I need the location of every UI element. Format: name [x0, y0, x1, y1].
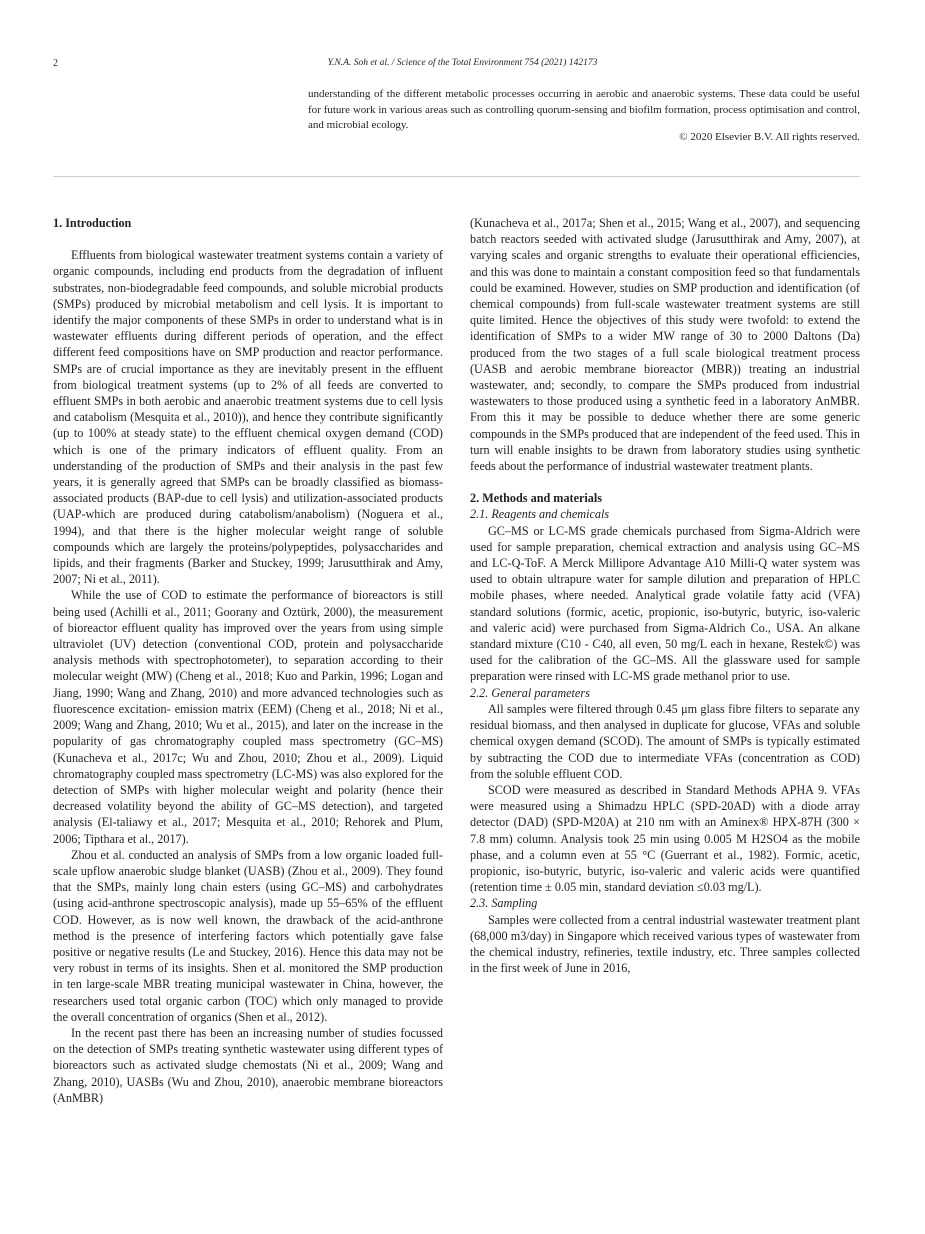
subsection-heading-reagents: 2.1. Reagents and chemicals	[470, 507, 610, 522]
paragraph: All samples were filtered through 0.45 μm glass fibre filters to separate any residual biomass, and then analysed in duplicate for glucose, VFAs and soluble chemical oxygen demand (SCOD). The amount of SMPs is typically estimated by subtracting the COD due to intermediate VFAs (concentration as COD) from the soluble effluent COD.	[470, 701, 860, 781]
paragraph: Effluents from biological wastewater treatment systems contain a variety of organic compounds, including end products from the degradation of influent substrates, non-biodegradable feed compounds, and soluble microbial products (SMPs) produced by microbial metabolism and cell lysis. It is important to identify the major components of these SMPs in order to understand what is in wastewater effluents during different periods of operation, and the effect different feed compositions have on SMP production and reactor performance. SMPs are of crucial importance as they are inevitably present in the effluent from biological treatment systems (up to 2% of all feeds are converted to effluent SMPs in both aerobic and anaerobic treatment systems due to cell lysis and catabolism (Mesquita et al., 2010)), and hence they contribute significantly (up to 100% at steady state) to the effluent chemical oxygen demand (COD) which is one of the primary indicators of effluent quality. From an understanding of the production of SMPs and their analysis in the past few years, it is generally agreed that SMPs can be broadly classified as biomass-associated products (BAP-due to cell lysis) and utilization-associated products (UAP-which are produced during catabolism/anabolism) (Noguera et al., 1994), and that there is the higher molecular weight range of soluble compounds which are largely the proteins/polypeptides, polysaccharides and lipids, and their fragments (Barker and Stuckey, 1999; Jarusutthirak and Amy, 2007; Ni et al., 2011).	[53, 248, 443, 587]
subsection-heading-sampling: 2.3. Sampling	[470, 896, 538, 911]
paragraph: (Kunacheva et al., 2017a; Shen et al., 2015; Wang et al., 2007), and sequencing batch reactors seeded with activated sludge (Jarusutthirak and Amy, 2007), at varying scales and organic strengths to evaluate their operational efficiencies, and this was done to maintain a constant composition feed so that fundamentals could be examined. However, studies on SMP production and identification (of chemical compounds) from full-scale wastewater treatment systems are still quite limited. Hence the objectives of this study were twofold: to extend the identification of SMPs to a wider MW range of 30 to 2000 Daltons (Da) produced from the two stages of a full scale biological treatment process (UASB and aerobic membrane bioreactor (MBR)) treating an industrial wastewater, and; secondly, to compare the SMPs produced from industrial wastewaters to those produced using a synthetic feed in a laboratory AnMBR. From this it may be possible to deduce whether there are some generic compounds in the SMPs produced that are independent of the feed used. This in turn will enable insights to be drawn from laboratory studies using synthetic feeds about the performance of industrial wastewater treatment plants.	[470, 216, 860, 474]
divider	[53, 176, 860, 177]
paragraph: Zhou et al. conducted an analysis of SMPs from a low organic loaded full-scale upflow anaerobic sludge blanket (UASB) (Zhou et al., 2009). They found that the SMPs, mainly long chain esters (using GC–MS) and carbohydrates (using acid-anthrone spectroscopic analysis), made up 55–65% of the effluent COD. However, as is now well known, the drawback of the acid-anthrone method is the presence of interfering factors which potentially gave false positive or negative results (Le and Stuckey, 2016). Hence this data may not be very robust in terms of its insights. Shen et al. monitored the SMP production in ten large-scale MBR treating municipal wastewater in China, however, the researchers used total organic carbon (TOC) which only managed to provide the overall concentration of organics (Shen et al., 2012).	[53, 847, 443, 1024]
left-column	[53, 215, 443, 1106]
copyright-notice: © 2020 Elsevier B.V. All rights reserved.	[679, 131, 860, 143]
paragraph: While the use of COD to estimate the performance of bioreactors is still being used (Achilli et al., 2011; Goorany and Oztürk, 2000), the measurement of bioreactor effluent quality has improved over the years from using simple ultraviolet (UV) detection (conventional COD, protein and polysaccharide analysis methods with spectrophotometer), to separation according to their molecular weight (MW) (Cheng et al., 2018; Kuo and Parkin, 1996; Logan and Jiang, 1990; Wang and Zhang, 2010) and more advanced technologies such as fluorescence excitation- emission matrix (EEM) (Cheng et al., 2018; Ni et al., 2009; Wang and Zhang, 2010; Wu et al., 2015), and later on the increase in the popularity of gas chromatography coupled mass spectrometry (GC–MS) (Kunacheva et al., 2017c; Wu and Zhou, 2010; Zhou et al., 2009). Liquid chromatography coupled mass spectrometry (LC-MS) was also explored for the detection of SMPs with higher molecular weight and polarity (hence their decreased volatility beyond the ability of GC–MS detection), and targeted analysis (El-taliawy et al., 2017; Mesquita et al., 2010; Rehorek and Plum, 2006; Tipthara et al., 2017).	[53, 588, 443, 846]
abstract-tail: understanding of the different metabolic processes occurring in aerobic and anaerobic systems. These data could be useful for future work in various areas such as controlling quorum-sensing and biofilm formation, process optimisation and control, and microbial ecology.	[308, 88, 860, 132]
section-heading-introduction: 1. Introduction	[53, 216, 132, 230]
subsection-heading-general-parameters: 2.2. General parameters	[470, 685, 590, 700]
page-number: 2	[53, 58, 58, 69]
section-heading-methods: 2. Methods and materials	[470, 491, 603, 506]
paragraph: Samples were collected from a central industrial wastewater treatment plant (68,000 m3/day) in Singapore which received various types of wastewater from the chemical industry, refineries, textile industry, etc. Three samples collected in the first week of June in 2016,	[470, 912, 860, 976]
paragraph: GC–MS or LC-MS grade chemicals purchased from Sigma-Aldrich were used for sample preparation, chemical extraction and analysis using GC–MS and LC-Q-ToF. A Merck Millipore Advantage A10 Milli-Q water system was used to obtain ultrapure water for sample dilution and preparation of HPLC mobile phases, where needed. Analytical grade volatile fatty acid (VFA) standard solutions (formic, acetic, propionic, iso-butyric, butyric, iso-valeric and valeric acid) were purchased from Sigma-Aldrich Co., USA. An alkane standard mixture (C10 - C40, all even, 50 mg/L each in hexane, Restek©) was used for the calibration of the GC–MS. All the glassware used for sample preparation were rinsed with LC-MS grade methanol prior to use.	[470, 523, 860, 684]
running-head: Y.N.A. Soh et al. / Science of the Total Environment 754 (2021) 142173	[327, 58, 598, 68]
right-column	[470, 215, 860, 976]
paragraph: SCOD were measured as described in Standard Methods APHA 9. VFAs were measured using a Shimadzu HPLC (SPD-20AD) with a diode array detector (DAD) (SPD-M20A) at 210 nm with an Aminex® HPX-87H (300 × 7.8 mm) column. Analysis took 25 min using 0.005 M H2SO4 as the mobile phase, and a column even at 55 °C (Guerrant et al., 1982). Formic, acetic, propionic, iso-butyric, butyric, iso-valeric and valeric acids were quantified (retention time ± 0.05 min, standard deviation ≤0.03 mg/L).	[470, 782, 860, 895]
paragraph: In the recent past there has been an increasing number of studies focussed on the detection of SMPs treating synthetic wastewater using different types of bioreactors such as activated sludge chemostats (Ni et al., 2009; Wang and Zhang, 2010), UASBs (Wu and Zhou, 2010), anaerobic membrane bioreactors (AnMBR)	[53, 1025, 443, 1105]
